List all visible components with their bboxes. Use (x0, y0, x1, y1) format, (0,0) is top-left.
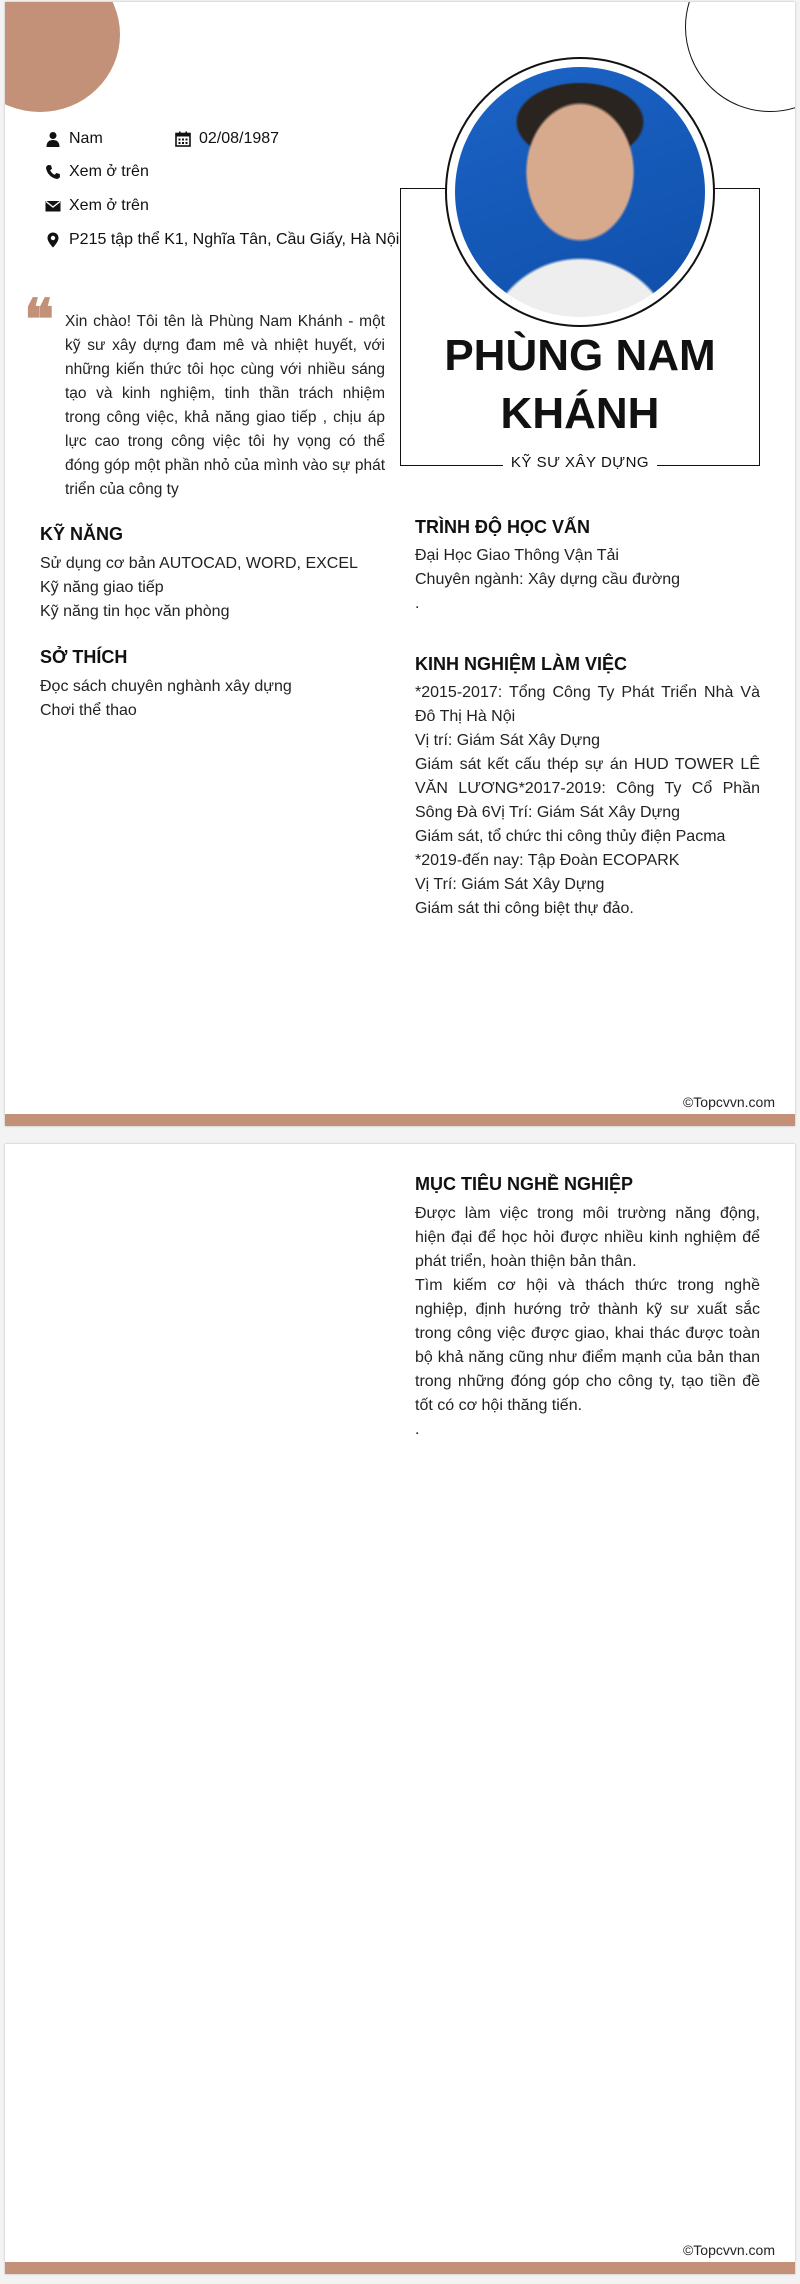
user-icon (45, 131, 61, 147)
phone-icon (45, 164, 61, 180)
gender-value: Nam (69, 130, 103, 147)
experience-line: *2015-2017: Tổng Công Ty Phát Triển Nhà Và Đô Thị Hà Nội (415, 684, 760, 725)
experience-line: Vị Trí: Giám Sát Xây Dựng (415, 876, 605, 893)
job-title: KỸ SƯ XÂY DỰNG (503, 454, 657, 471)
birthdate-line (175, 130, 279, 148)
hobby-item: Chơi thể thao (40, 702, 137, 719)
mail-icon (45, 198, 61, 214)
skill-item: Kỹ năng tin học văn phòng (40, 603, 230, 620)
avatar (455, 67, 705, 317)
education-body (415, 544, 760, 616)
full-name: PHÙNG NAM KHÁNH (444, 331, 716, 438)
decorative-ring (685, 2, 795, 112)
objective-title: MỤC TIÊU NGHỀ NGHIỆP (415, 1174, 634, 1194)
education-line: . (415, 595, 420, 612)
skill-item: Sử dụng cơ bản AUTOCAD, WORD, EXCEL (40, 555, 358, 572)
hobbies-list (40, 675, 395, 723)
objective-line: Được làm việc trong môi trường năng động, hiện đại để học hỏi được nhiều kinh nghiệm để phát triển, hoàn thiện bản thân. (415, 1205, 760, 1270)
hobby-item: Đọc sách chuyên nghành xây dựng (40, 678, 292, 695)
phone-line (45, 163, 149, 181)
gender-line (45, 130, 103, 148)
experience-line: Giám sát, tổ chức thi công thủy điện Pacma (415, 828, 726, 845)
decorative-circle (5, 2, 120, 112)
intro-text: Xin chào! Tôi tên là Phùng Nam Khánh - một kỹ sư xây dựng đam mê và nhiệt huyết, với những kiến thức tôi học cùng với nhiều sáng tạo và kinh nghiệm, tinh thần trách nhiệm trong công việc, khả năng giao tiếp , chịu áp lực cao trong công việc tôi hy vọng có thể đóng góp một phần nhỏ của mình vào sự phát triển của công ty (65, 313, 385, 498)
location-icon (45, 232, 61, 248)
experience-body (415, 681, 760, 921)
phone-value: Xem ở trên (69, 163, 149, 180)
footer-bar (5, 1114, 795, 1126)
experience-line: *2019-đến nay: Tập Đoàn ECOPARK (415, 852, 680, 869)
address-line (45, 231, 399, 249)
skills-list (40, 552, 395, 624)
experience-line: Giám sát thi công biệt thự đảo. (415, 900, 634, 917)
copyright-text: ©Topcvvn.com (682, 2242, 775, 2258)
objective-line: Tìm kiếm cơ hội và thách thức trong nghề nghiệp, định hướng trở thành kỹ sư xuất sắc trong công việc được giao, khai thác được toàn bộ khả năng cũng như điểm mạnh của bản than trong những đóng góp cho công ty, tạo tiền đề tốt có cơ hội thăng tiến. (415, 1277, 760, 1414)
hobbies-title: SỞ THÍCH (40, 647, 128, 667)
address-value: P215 tập thể K1, Nghĩa Tân, Cầu Giấy, Hà Nội (69, 231, 400, 248)
email-value: Xem ở trên (69, 197, 149, 214)
experience-title: KINH NGHIỆM LÀM VIỆC (415, 654, 628, 674)
calendar-icon (175, 131, 191, 147)
email-line (45, 197, 149, 215)
copyright-text: ©Topcvvn.com (682, 1094, 775, 1110)
experience-line: Giám sát kết cấu thép sự án HUD TOWER LÊ VĂN LƯƠNG*2017-2019: Công Ty Cổ Phần Sông Đà 6Vị Trí: Giám Sát Xây Dựng (415, 756, 760, 821)
education-line: Đại Học Giao Thông Vận Tải (415, 547, 619, 564)
skills-title: KỸ NĂNG (40, 524, 124, 544)
footer-bar (5, 2262, 795, 2274)
skill-item: Kỹ năng giao tiếp (40, 579, 164, 596)
objective-line: . (415, 1421, 420, 1438)
cv-page-2 (5, 1144, 795, 2274)
cv-page-1 (5, 2, 795, 1126)
job-title-wrap (400, 454, 760, 472)
education-line: Chuyên ngành: Xây dựng cầu đường (415, 571, 680, 588)
birthdate-value: 02/08/1987 (199, 130, 280, 147)
objective-body (415, 1202, 760, 1442)
quote-icon: ❝ (24, 287, 55, 353)
experience-line: Vị trí: Giám Sát Xây Dựng (415, 732, 600, 749)
education-title: TRÌNH ĐỘ HỌC VẤN (415, 517, 590, 537)
